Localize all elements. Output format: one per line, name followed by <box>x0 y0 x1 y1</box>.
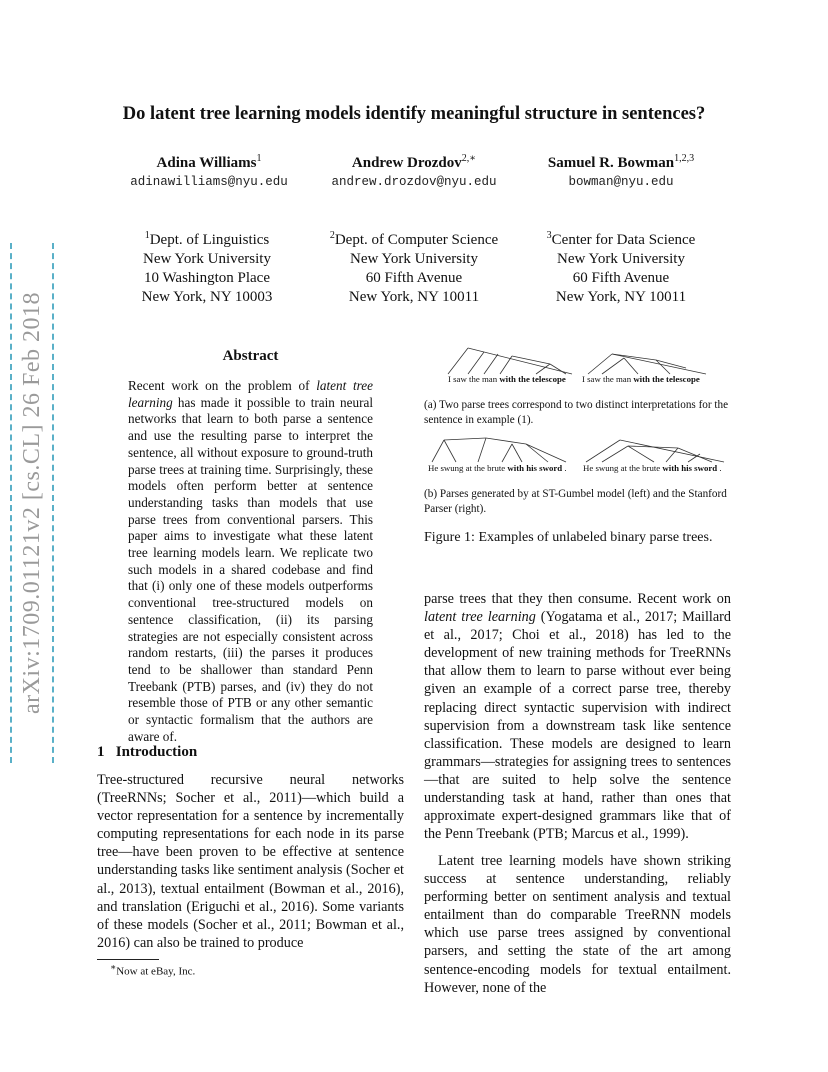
section-title: Introduction <box>115 744 198 760</box>
tree-a-right-label <box>582 374 700 384</box>
author-email: bowman@nyu.edu <box>568 175 674 189</box>
affiliation-1 <box>92 226 322 307</box>
affil-sup: 3 <box>546 230 552 241</box>
author-2 <box>299 153 529 189</box>
tree-word: . <box>717 463 722 473</box>
caption-b: (b) Parses generated by at ST-Gumbel model (left) and the Stanford Parser (right). <box>424 488 727 515</box>
body-emphasis: latent tree learning <box>424 609 536 626</box>
author-name: Andrew Drozdov <box>351 155 462 171</box>
author-email: andrew.drozdov@nyu.edu <box>331 175 497 189</box>
abstract-text: has made it possible to train neural networks that learn to both parse a sentence and use the resulting parse to interpret the sentence, all without exposure to ground-truth parse trees at training time. Surprisingly, these models often perform better at sentence understanding tasks than models that use parse trees from conventional parsers. This paper aims to investigate what these latent tree learning models learn. We replicate two such models in a shared codebase and find that (i) only one of these models outperforms conventional tree-structured models on sentence classification, (ii) its parsing strategies are not especially consistent across random restarts, (iii) the parses it produces tend to be shallower than standard Penn Treebank (PTB) parses, and (iv) they do not resemble those of PTB or any other semantic or syntactic formalism that the authors are aware of. <box>128 394 373 744</box>
body-text: parse trees that they then consume. Recent work on <box>424 591 731 607</box>
section-number: 1 <box>97 744 105 760</box>
affil-line: Center for Data Science <box>551 232 696 248</box>
affil-line: New York, NY 10011 <box>348 289 480 305</box>
author-1 <box>94 153 324 189</box>
tree-b-left-label <box>428 463 567 473</box>
tree-b-diagram <box>426 434 730 464</box>
affil-line: New York University <box>350 251 478 267</box>
affil-line: New York University <box>143 251 271 267</box>
affil-line: 60 Fifth Avenue <box>572 270 670 286</box>
tree-word: He swung at the brute <box>583 463 663 473</box>
affil-sup: 2 <box>329 230 335 241</box>
footnote-mark: ∗ <box>110 962 117 972</box>
tree-word: I saw the man <box>448 374 500 384</box>
affil-line: New York, NY 10003 <box>141 289 273 305</box>
body-text: (Yogatama et al., 2017; Maillard et al., 2017; Choi et al., 2018) has led to the development of new training methods for TreeRNNs that allow them to learn to parse without ever being given an example of a correct parse tree, thereby replacing direct syntactic supervision with indirect supervision from a downstream task like sentence classification. These models are designed to learn grammars—strategies for assigning trees to sentences—that are suited to help solve the sentence understanding task at hand, rather than ones that approximate expert-designed grammars like that of the Penn Treebank (PTB; Marcus et al., 1999). <box>424 609 731 843</box>
author-name: Samuel R. Bowman <box>547 155 675 171</box>
tree-b-right-label <box>583 463 722 473</box>
footnote-text: Now at eBay, Inc. <box>116 965 196 978</box>
affil-line: Dept. of Computer Science <box>334 232 499 248</box>
right-paragraph-1 <box>424 590 731 843</box>
abstract-heading: Abstract <box>222 348 279 364</box>
paper-title: Do latent tree learning models identify meaningful structure in sentences? <box>122 104 706 124</box>
arxiv-stamp: arXiv:1709.01121v2 [cs.CL] 26 Feb 2018 <box>10 243 54 763</box>
affil-line: 60 Fifth Avenue <box>365 270 463 286</box>
affil-line: New York, NY 10011 <box>555 289 687 305</box>
tree-word: I saw the man <box>582 374 634 384</box>
footnote <box>110 962 195 978</box>
tree-a-left-diagram <box>440 340 720 376</box>
tree-word-bold: with the telescope <box>499 374 566 384</box>
abstract-body <box>128 378 373 745</box>
intro-heading <box>97 744 197 761</box>
author-email: adinawilliams@nyu.edu <box>130 175 288 189</box>
author-3 <box>506 153 736 189</box>
affiliation-3 <box>506 226 736 307</box>
tree-word-bold: with the telescope <box>633 374 700 384</box>
intro-paragraph: Tree-structured recursive neural networks (TreeRNNs; Socher et al., 2011)—which build a vector representation for a sentence by incrementally computing representations for each node in its parse tree—have been proven to be effective at sentence understanding tasks like sentiment analysis (Socher et al., 2013), textual entailment (Bowman et al., 2016), and translation (Eriguchi et al., 2016). Some variants of these models (Socher et al., 2011; Bowman et al., 2016) can also be trained to produce <box>97 772 404 951</box>
author-sup: 1 <box>256 153 262 164</box>
right-paragraph-2: Latent tree learning models have shown striking success at sentence understanding, reliably performing better on sentiment analysis and textual entailment than do comparable TreeRNN models which use parse trees assigned by conventional parsers, and setting the state of the art among sentence-encoding models for textual entailment. However, none of the <box>424 853 731 996</box>
affil-line: Dept. of Linguistics <box>149 232 270 248</box>
author-name: Adina Williams <box>156 155 257 171</box>
tree-word: . <box>562 463 567 473</box>
author-sup: 2,∗ <box>461 153 477 164</box>
affiliation-2 <box>299 226 529 307</box>
affil-line: 10 Washington Place <box>144 270 270 286</box>
caption-a: (a) Two parse trees correspond to two distinct interpretations for the sentence in example (1). <box>424 399 729 426</box>
author-sup: 1,2,3 <box>674 153 695 164</box>
tree-word-bold: with his sword <box>662 463 718 473</box>
abstract-text: Recent work on the problem of <box>128 378 317 393</box>
footnote-rule <box>97 959 159 960</box>
tree-a-left-label <box>448 374 566 384</box>
tree-word-bold: with his sword <box>507 463 563 473</box>
affil-sup: 1 <box>144 230 150 241</box>
tree-word: He swung at the brute <box>428 463 508 473</box>
figure-caption: Figure 1: Examples of unlabeled binary parse trees. <box>424 530 713 545</box>
abstract-emphasis: latent tree learning <box>128 378 373 410</box>
affil-line: New York University <box>557 251 685 267</box>
